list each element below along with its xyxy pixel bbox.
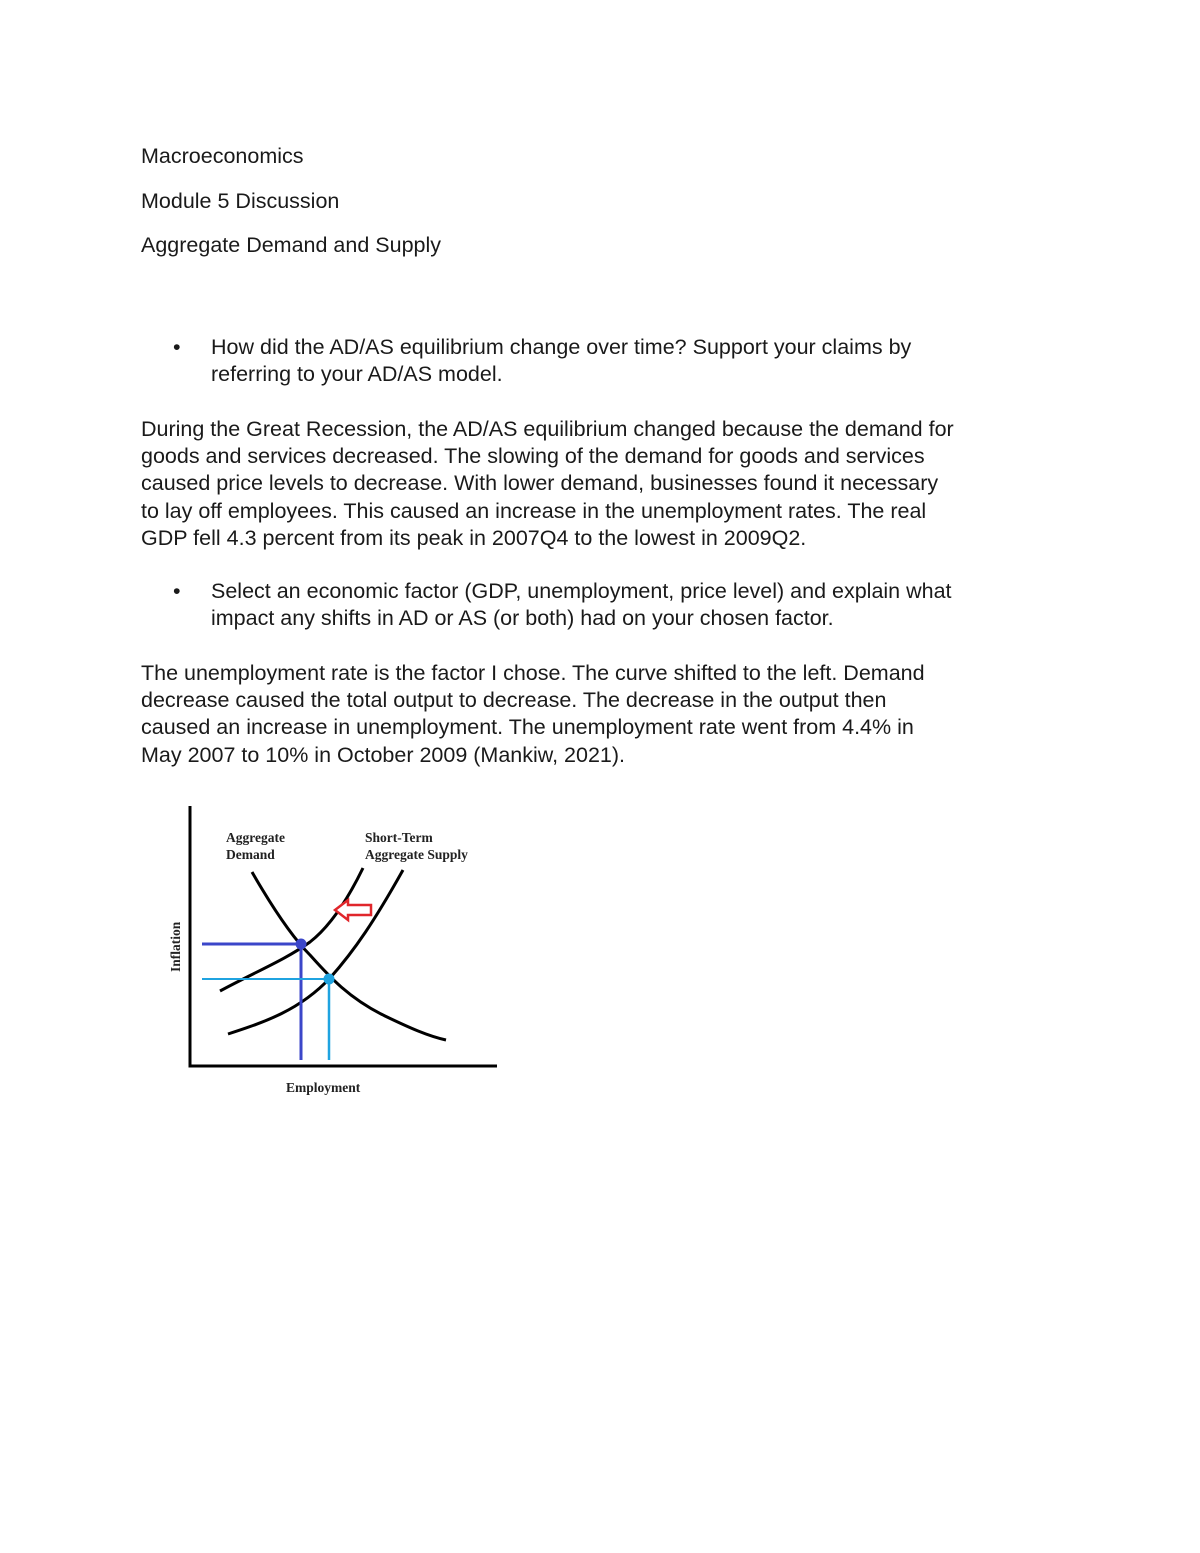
answer-2 — [141, 660, 1071, 769]
answer-2-line-1: The unemployment rate is the factor I chose. The curve shifted to the left. Demand — [141, 661, 925, 685]
answer-1-line-2: goods and services decreased. The slowing of the demand for goods and services — [141, 444, 925, 469]
answer-2-line-2: decrease caused the total output to decrease. The decrease in the output then — [141, 688, 887, 713]
answer-1 — [141, 416, 1071, 552]
answer-1-line-4: to lay off employees. This caused an increase in the unemployment rates. The real — [141, 498, 927, 523]
question-2-line-1: Select an economic factor (GDP, unemployment, price level) and explain what — [211, 579, 952, 603]
y-axis-label: Inflation — [168, 921, 183, 972]
bullet-icon: • — [173, 579, 181, 603]
new-equilibrium-point — [324, 974, 335, 985]
original-equilibrium-point — [296, 939, 307, 950]
supply-curve-original — [220, 868, 363, 991]
x-axis-label: Employment — [286, 1080, 361, 1095]
answer-1-line-1: During the Great Recession, the AD/AS equilibrium changed because the demand for — [141, 417, 954, 441]
question-2-line-2: impact any shifts in AD or AS (or both) had on your chosen factor. — [211, 606, 834, 630]
topic-title: Aggregate Demand and Supply — [141, 233, 442, 257]
aggregate-demand-label-line-1: Aggregate — [226, 830, 285, 845]
aggregate-supply-label-line-2: Aggregate Supply — [365, 847, 468, 862]
aggregate-demand-label-line-2: Demand — [226, 847, 275, 862]
bullet-icon: • — [173, 335, 181, 359]
module-title: Module 5 Discussion — [141, 189, 340, 213]
answer-1-line-3: caused price levels to decrease. With lower demand, businesses found it necessary — [141, 471, 939, 496]
aggregate-supply-label-line-1: Short-Term — [365, 830, 433, 845]
question-1-line-2: referring to your AD/AS model. — [211, 362, 503, 386]
answer-1-line-5: GDP fell 4.3 percent from its peak in 2007Q4 to the lowest in 2009Q2. — [141, 525, 807, 550]
course-title: Macroeconomics — [141, 144, 304, 168]
question-1-line-1: How did the AD/AS equilibrium change over time? Support your claims by — [211, 335, 912, 359]
left-shift-arrow-icon — [335, 900, 371, 920]
ad-as-diagram — [160, 800, 510, 1100]
answer-2-line-4: May 2007 to 10% in October 2009 (Mankiw, 2021). — [141, 742, 626, 767]
answer-2-line-3: caused an increase in unemployment. The unemployment rate went from 4.4% in — [141, 715, 914, 740]
supply-curve-shifted — [228, 870, 403, 1034]
